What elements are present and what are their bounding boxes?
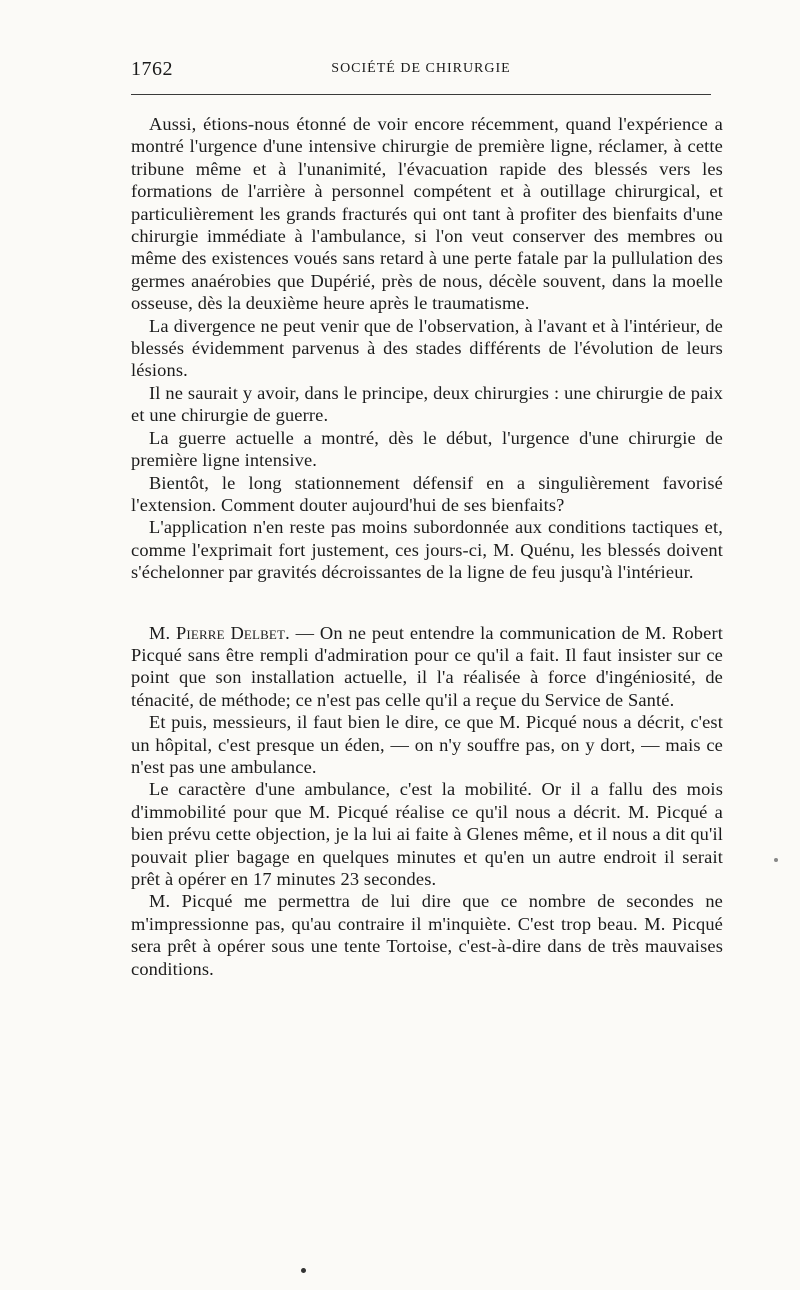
paragraph: Il ne saurait y avoir, dans le principe, deux chirurgies : une chirurgie de paix et une chirurgie de guerre. (131, 382, 723, 426)
speaker-name: Pierre Delbet. (176, 622, 290, 643)
paragraph: M. Picqué me permettra de lui dire que ce nombre de secondes ne m'impressionne pas, qu'au contraire il m'inquiète. C'est trop beau. M. Picqué sera prêt à opérer sous une tente Tortoise, c'est-à-dire dans de très mauvaises conditions. (131, 891, 723, 979)
speaker-paragraph (131, 622, 723, 712)
paragraph: Et puis, messieurs, il faut bien le dire, ce que M. Picqué nous a décrit, c'est un hôpital, c'est presque un éden, — on n'y souffre pas, on y dort, — mais ce n'est pas une ambulance. (131, 712, 723, 777)
page-number: 1762 (131, 58, 173, 80)
body-text (131, 113, 723, 980)
print-speck (774, 858, 778, 862)
paragraph: Aussi, étions-nous étonné de voir encore récemment, quand l'expérience a montré l'urgence d'une intensive chirurgie de première ligne, réclamer, à cette tribune même et à l'unanimité, l'évacuation rapide des blessés vers les formations de l'arrière à personnel compétent et à outillage chirurgical, et particulièrement les grands fracturés qui ont tant à profiter des bienfaits d'une chirurgie immédiate à l'ambulance, si l'on veut conserver des membres ou même des existences voués sans retard à une perte fatale par la pullulation des germes anaérobies que Dupérié, près de nous, décèle souvent, dans la moelle osseuse, dès la deuxième heure après le traumatisme. (131, 114, 723, 314)
page-header (131, 58, 711, 88)
header-rule (131, 94, 711, 95)
print-speck (301, 1268, 306, 1273)
running-head: SOCIÉTÉ DE CHIRURGIE (331, 61, 511, 76)
paragraph: L'application n'en reste pas moins subordonnée aux conditions tactiques et, comme l'exprimait fort justement, ces jours-ci, M. Quénu, les blessés doivent s'échelonner par gravités décroissantes de la ligne de feu jusqu'à l'intérieur. (131, 517, 723, 583)
paragraph: Le caractère d'une ambulance, c'est la mobilité. Or il a fallu des mois d'immobilité pour que M. Picqué réalise ce qu'il nous a décrit. M. Picqué a bien prévu cette objection, je la lui ai faite à Glenes même, et il nous a dit qu'il pouvait plier bagage en quelques minutes et qu'en un autre endroit il serait prêt à opérer en 17 minutes 23 secondes. (131, 779, 723, 889)
speaker-prefix: M. (149, 622, 177, 643)
paragraph: La guerre actuelle a montré, dès le début, l'urgence d'une chirurgie de première ligne intensive. (131, 427, 723, 471)
speaker-intro: — On ne peut entendre la communication de M. Robert Picqué sans être rempli d'admiration pour ce qu'il a fait. Il faut insister sur ce point que son installation actuelle, il l'a réalisée à force d'ingéniosité, de ténacité, de méthode; ce n'est pas celle qu'il a reçue du Service de Santé. (131, 622, 723, 710)
paragraph: Bientôt, le long stationnement défensif en a singulièrement favorisé l'extension. Comment douter aujourd'hui de ses bienfaits? (131, 472, 723, 515)
paragraph: La divergence ne peut venir que de l'observation, à l'avant et à l'intérieur, de blessés évidemment parvenus à des stades différents de l'évolution de leurs lésions. (131, 315, 723, 381)
